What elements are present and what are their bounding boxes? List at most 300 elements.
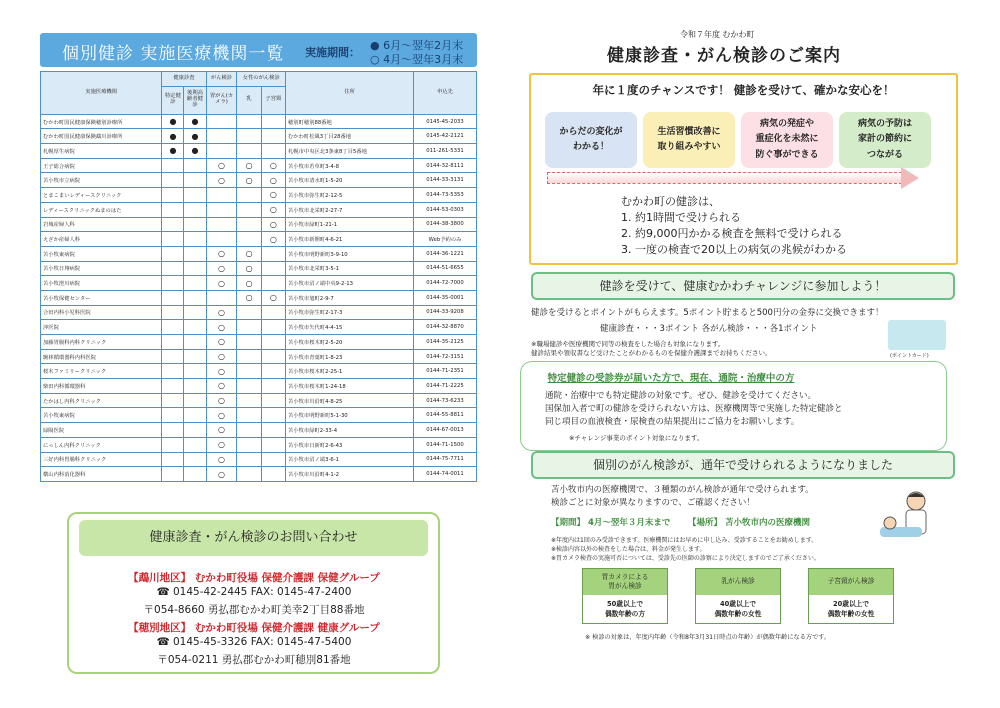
exam-mark: ○ <box>261 188 285 203</box>
exam-mark <box>162 158 184 173</box>
exam-mark <box>206 144 237 159</box>
facility-tel: 0144-74-0011 <box>414 467 477 482</box>
tokutei-note: ※チャレンジ事業のポイント対象になります。 <box>569 434 704 442</box>
exam-mark <box>184 437 206 452</box>
exam-mark <box>184 393 206 408</box>
gan-footnote: ※ 検診の対象は、年度内年齢（令和8年3月31日時点の年齢）が偶数年齢になる方です。 <box>585 634 831 641</box>
facility-address: 苫小牧市沼ノ端中央9-2-13 <box>286 276 414 291</box>
facility-address: 苫小牧市桜木町2-5-20 <box>286 335 414 350</box>
exam-mark <box>206 217 237 232</box>
table-row <box>41 158 477 173</box>
facility-name: 緑陽医院 <box>41 423 162 438</box>
exam-mark <box>261 379 285 394</box>
facility-name: むかわ町国民健康保険鵡川診療所 <box>41 129 162 144</box>
main-title: 健康診査・がん検診のご案内 <box>607 46 841 66</box>
exam-mark: ○ <box>206 320 237 335</box>
exam-mark <box>184 349 206 364</box>
table-row <box>41 188 477 203</box>
inquiry-box <box>67 512 440 674</box>
period-1: ● 6月〜翌年2月末 <box>370 39 464 52</box>
facility-address: 苫小牧市清水町1-5-20 <box>286 173 414 188</box>
facility-name: えざか産婦人科 <box>41 232 162 247</box>
gan-note-3: ※胃カメラ検査の実施可否については、受診先の医師の診察により決定しますのでご了承ください。 <box>551 555 820 562</box>
col-josei: 女性のがん検診 <box>237 72 286 87</box>
facility-name: 桜木ファミリークリニック <box>41 364 162 379</box>
exam-mark: ○ <box>261 202 285 217</box>
exam-mark: ○ <box>237 158 261 173</box>
facility-tel: 0144-35-2125 <box>414 335 477 350</box>
facility-tel: 0144-55-8811 <box>414 408 477 423</box>
facility-address: 穂別町穂別88番地 <box>286 114 414 129</box>
exam-mark <box>184 173 206 188</box>
exam-mark <box>184 408 206 423</box>
exam-mark: ● <box>184 114 206 129</box>
exam-mark: ○ <box>206 173 237 188</box>
gan-place: 【場所】 苫小牧市内の医療機関 <box>688 518 810 528</box>
table-row <box>41 320 477 335</box>
facility-address: 苫小牧市弥生町2-17-3 <box>286 305 414 320</box>
chance-heading: 年に１度のチャンスです！ 健診を受けて、確かな安心を！ <box>592 83 895 97</box>
col-nyu: 乳 <box>237 86 261 114</box>
gan-period: 【期間】 4月〜翌年３月末まで <box>551 518 671 528</box>
facility-tel: 0144-51-6655 <box>414 261 477 276</box>
exam-mark: ○ <box>206 467 237 482</box>
exam-mark <box>184 423 206 438</box>
tokutei-title: 特定健診の受診券が届いた方で、現在、通院・治療中の方 <box>547 373 795 384</box>
exam-mark <box>162 423 184 438</box>
facility-address: 苫小牧市桜木町2-25-1 <box>286 364 414 379</box>
facility-name: 合田内科小児科医院 <box>41 305 162 320</box>
exam-mark <box>162 173 184 188</box>
clinic-table <box>40 71 477 482</box>
exam-mark: ○ <box>206 393 237 408</box>
exam-mark <box>162 364 184 379</box>
facility-name: にっしん内科クリニック <box>41 437 162 452</box>
exam-mark: ○ <box>237 276 261 291</box>
facility-name: 苫小牧日翔病院 <box>41 261 162 276</box>
table-row <box>41 217 477 232</box>
exam-mark <box>184 202 206 217</box>
exam-mark <box>237 393 261 408</box>
period-2: ○ 4月〜翌年3月末 <box>370 53 464 66</box>
facility-tel: 0144-71-1500 <box>414 437 477 452</box>
exam-mark <box>162 246 184 261</box>
exam-mark <box>237 364 261 379</box>
col-koki: 後期高齢者健診 <box>184 86 206 114</box>
facility-address: 札幌市中央区北3条東8丁目5番地 <box>286 144 414 159</box>
inquiry-title: 健康診査・がん検診のお問い合わせ <box>79 520 428 556</box>
exam-mark <box>237 320 261 335</box>
gan-col-stomach-target: 50歳以上で 偶数年齢の方 <box>583 595 667 623</box>
exam-mark <box>261 364 285 379</box>
exam-mark: ○ <box>206 423 237 438</box>
facility-address: 苫小牧市桜木町1-24-18 <box>286 379 414 394</box>
exam-mark <box>237 305 261 320</box>
point-1: 1. 約1時間で受けられる <box>621 211 741 224</box>
exam-mark <box>184 364 206 379</box>
exam-mark <box>184 276 206 291</box>
exam-mark: ○ <box>237 290 261 305</box>
table-row <box>41 379 477 394</box>
table-row <box>41 364 477 379</box>
point-card-label: (ポイントカード) <box>890 353 929 359</box>
exam-mark: ○ <box>261 217 285 232</box>
facility-name: 札幌厚生病院 <box>41 144 162 159</box>
exam-mark <box>162 202 184 217</box>
points-intro: むかわ町の健診は、 <box>621 195 720 208</box>
table-row <box>41 467 477 482</box>
exam-mark <box>261 408 285 423</box>
facility-tel: 0144-73-5353 <box>414 188 477 203</box>
exam-mark: ○ <box>237 261 261 276</box>
point-3: 3. 一度の検査で20以上の病気の兆候がわかる <box>621 243 847 256</box>
facility-name: 駒林循環器科内科医院 <box>41 349 162 364</box>
exam-mark <box>162 232 184 247</box>
exam-mark <box>162 320 184 335</box>
gan-col-cervical <box>808 568 894 624</box>
exam-mark: ● <box>162 144 184 159</box>
exam-mark <box>184 290 206 305</box>
gan-note-2: ※検診内容以外の検査をした場合は、料金が発生します。 <box>551 546 706 553</box>
gan-note-1: ※年度内は1回のみ受診できます。医療機関にはお早めに申し込み、受診することをお勧めします。 <box>551 537 818 544</box>
exam-mark <box>184 379 206 394</box>
exam-mark <box>261 349 285 364</box>
exam-mark <box>184 320 206 335</box>
facility-tel: 0144-72-7000 <box>414 276 477 291</box>
facility-address: 苫小牧市川沿町4-8-25 <box>286 393 414 408</box>
exam-mark: ○ <box>206 276 237 291</box>
exam-mark <box>184 232 206 247</box>
table-row <box>41 144 477 159</box>
exam-mark <box>206 129 237 144</box>
benefit-text-4: 病気の予防は 家計の節約に つながる <box>857 119 912 160</box>
exam-mark: ○ <box>206 364 237 379</box>
exam-mark: ○ <box>206 452 237 467</box>
facility-tel: 0144-32-8111 <box>414 158 477 173</box>
facility-tel: 0144-75-7711 <box>414 452 477 467</box>
exam-mark: ○ <box>206 305 237 320</box>
facility-address: 苫小牧市新開町4-6-21 <box>286 232 414 247</box>
exam-mark: ○ <box>206 158 237 173</box>
facility-name: 苫小牧東病院 <box>41 246 162 261</box>
col-tel: 申込先 <box>414 72 477 115</box>
inquiry-tel-1: ☎ 0145-42-2445 FAX: 0145-47-2400 <box>156 586 352 598</box>
benefit-card-2 <box>643 112 735 168</box>
tokutei-line-2: 国保加入者で町の健診を受けられない方は、医療機関等で実施した特定健診と <box>545 404 843 414</box>
table-row <box>41 423 477 438</box>
inquiry-area-1: 【鵡川地区】 むかわ町役場 保健介護課 保健グループ <box>128 572 380 584</box>
facility-address: 苫小牧市北栄町3-5-1 <box>286 261 414 276</box>
facility-address: 苫小牧市沼ノ端3-6-1 <box>286 452 414 467</box>
benefit-text-2: 生活習慣改善に 取り組みやすい <box>657 126 721 152</box>
table-row <box>41 173 477 188</box>
exam-mark: ○ <box>261 232 285 247</box>
facility-address: 苫小牧市日新町2-6-43 <box>286 437 414 452</box>
facility-tel: 0144-72-3151 <box>414 349 477 364</box>
exam-mark <box>237 335 261 350</box>
facility-address: 苫小牧市若草町3-4-8 <box>286 158 414 173</box>
table-row <box>41 261 477 276</box>
facility-tel: 0145-42-2121 <box>414 129 477 144</box>
exam-mark <box>184 217 206 232</box>
exam-mark <box>237 202 261 217</box>
tokutei-box <box>520 361 947 451</box>
exam-mark <box>184 158 206 173</box>
facility-name: 王子総合病院 <box>41 158 162 173</box>
point-card-image <box>888 320 946 350</box>
exam-mark <box>261 246 285 261</box>
benefit-card-3 <box>741 112 833 168</box>
col-facility: 実施医療機関 <box>41 72 162 115</box>
fiscal-year: 令和７年度 むかわ町 <box>680 30 755 39</box>
exam-mark <box>237 144 261 159</box>
exam-mark <box>237 379 261 394</box>
exam-mark <box>162 379 184 394</box>
exam-mark: ○ <box>237 173 261 188</box>
exam-mark <box>162 452 184 467</box>
challenge-desc: 健診を受けるとポイントがもらえます。5ポイント貯まると500円分の金券に交換できます！ <box>531 308 884 318</box>
exam-mark: ● <box>184 129 206 144</box>
exam-mark <box>162 305 184 320</box>
exam-mark: ○ <box>261 173 285 188</box>
challenge-note-2: 健診結果や領収書など受けたことがわかるものを保健介護課までお持ちください。 <box>531 349 772 357</box>
exam-mark <box>206 188 237 203</box>
exam-mark <box>237 408 261 423</box>
exam-mark <box>237 217 261 232</box>
table-row <box>41 232 477 247</box>
benefit-text-1: からだの変化が わかる！ <box>559 126 623 152</box>
facility-tel: 0144-71-2225 <box>414 379 477 394</box>
table-row <box>41 349 477 364</box>
exam-mark <box>162 188 184 203</box>
exam-mark <box>261 144 285 159</box>
exam-mark <box>184 335 206 350</box>
benefit-card-4 <box>839 112 931 168</box>
exam-mark <box>261 467 285 482</box>
exam-mark <box>261 305 285 320</box>
table-row <box>41 335 477 350</box>
exam-mark: ○ <box>206 261 237 276</box>
exam-mark: ○ <box>261 290 285 305</box>
table-row <box>41 290 477 305</box>
exam-mark <box>237 349 261 364</box>
gan-desc-2: 検診ごとに対象が異なりますので、ご確認ください！ <box>551 498 755 508</box>
challenge-note-1: ※職場健診や医療機関で同等の検査をした場合も対象になります。 <box>531 340 725 348</box>
table-row <box>41 276 477 291</box>
facility-address: 苫小牧市青葉町1-8-23 <box>286 349 414 364</box>
exam-mark: ○ <box>206 437 237 452</box>
table-row <box>41 452 477 467</box>
col-kenko: 健康診査 <box>162 72 206 87</box>
exam-mark: ○ <box>206 349 237 364</box>
benefits-box <box>529 73 958 265</box>
exam-mark: ● <box>184 144 206 159</box>
table-row <box>41 202 477 217</box>
exam-mark <box>261 437 285 452</box>
facility-name: 苫小牧東病院 <box>41 408 162 423</box>
facility-address: 苫小牧市旭町2-9-7 <box>286 290 414 305</box>
gan-col-breast <box>695 568 781 624</box>
facility-tel: Web予約のみ <box>414 232 477 247</box>
gan-col-cervical-target: 20歳以上で 偶数年齢の女性 <box>809 595 893 623</box>
challenge-points: 健康診査・・・3ポイント 各がん検診・・・各1ポイント <box>600 324 818 334</box>
arrow-bar <box>547 172 902 184</box>
facility-address: 苫小牧市北栄町2-27-7 <box>286 202 414 217</box>
point-2: 2. 約9,000円かかる検査を無料で受けられる <box>621 227 843 240</box>
exam-mark <box>261 335 285 350</box>
inquiry-area-2: 【穂別地区】 むかわ町役場 保健介護課 健康グループ <box>128 622 380 634</box>
exam-mark <box>261 129 285 144</box>
facility-tel: 0144-73-6233 <box>414 393 477 408</box>
col-toku: 特定健診 <box>162 86 184 114</box>
exam-mark <box>206 202 237 217</box>
facility-address: 苫小牧市明野新町5-1-30 <box>286 408 414 423</box>
exam-mark <box>261 320 285 335</box>
exam-mark: ○ <box>206 379 237 394</box>
exam-mark <box>261 452 285 467</box>
exam-mark <box>261 276 285 291</box>
exam-mark <box>261 393 285 408</box>
exam-mark <box>184 188 206 203</box>
facility-name: 柴田内科循環器科 <box>41 379 162 394</box>
facility-address: 苫小牧市弥生町2-12-5 <box>286 188 414 203</box>
facility-address: 苫小牧市緑町1-21-1 <box>286 217 414 232</box>
exam-mark <box>237 467 261 482</box>
exam-mark: ○ <box>206 408 237 423</box>
facility-tel: 0144-35-0001 <box>414 290 477 305</box>
exam-mark <box>184 452 206 467</box>
facility-name: 苫小牧澄川病院 <box>41 276 162 291</box>
exam-mark <box>162 467 184 482</box>
facility-name: 三好内科胃腸科クリニック <box>41 452 162 467</box>
facility-name: レディースクリニックぬまのはた <box>41 202 162 217</box>
facility-name: 加藤胃腸科内科クリニック <box>41 335 162 350</box>
col-gan: がん検診 <box>206 72 237 87</box>
facility-name: むかわ町国民健康保険穂別診療所 <box>41 114 162 129</box>
gan-col-stomach <box>582 568 668 624</box>
gan-col-stomach-name: 胃カメラによる 胃がん検診 <box>583 569 667 595</box>
exam-mark <box>237 423 261 438</box>
exam-mark <box>206 290 237 305</box>
exam-mark <box>261 261 285 276</box>
inquiry-addr-1: 〒054-8660 勇払郡むかわ町美幸2丁目88番地 <box>143 604 365 616</box>
col-shikyu: 子宮頸 <box>261 86 285 114</box>
table-row <box>41 393 477 408</box>
exam-mark: ○ <box>206 335 237 350</box>
col-igan: 胃がん(カメラ) <box>206 86 237 114</box>
facility-tel: 0144-36-1221 <box>414 246 477 261</box>
doctor-patient-illustration <box>878 487 940 547</box>
exam-mark <box>162 349 184 364</box>
inquiry-tel-2: ☎ 0145-45-3326 FAX: 0145-47-5400 <box>156 636 352 648</box>
facility-tel: 0144-67-0013 <box>414 423 477 438</box>
table-row <box>41 305 477 320</box>
table-row <box>41 408 477 423</box>
table-row <box>41 129 477 144</box>
facility-address: 苫小牧市矢代町4-4-15 <box>286 320 414 335</box>
gan-col-cervical-name: 子宮頸がん検診 <box>809 569 893 595</box>
exam-mark <box>184 305 206 320</box>
facility-name: 岩城産婦人科 <box>41 217 162 232</box>
facility-tel: 011-261-5331 <box>414 144 477 159</box>
exam-mark <box>162 290 184 305</box>
facility-tel: 0144-33-3131 <box>414 173 477 188</box>
exam-mark: ○ <box>206 246 237 261</box>
exam-mark <box>162 393 184 408</box>
facility-tel: 0145-45-2033 <box>414 114 477 129</box>
page-title: 個別健診 実施医療機関一覧 <box>62 44 285 64</box>
exam-mark <box>162 408 184 423</box>
exam-mark <box>162 335 184 350</box>
exam-mark: ● <box>162 129 184 144</box>
table-row <box>41 246 477 261</box>
exam-mark <box>162 276 184 291</box>
exam-mark: ○ <box>261 158 285 173</box>
exam-mark <box>237 188 261 203</box>
exam-mark <box>162 261 184 276</box>
exam-mark <box>184 467 206 482</box>
table-row <box>41 437 477 452</box>
facility-tel: 0144-71-2351 <box>414 364 477 379</box>
schedule-header <box>40 33 477 67</box>
exam-mark <box>237 437 261 452</box>
exam-mark: ○ <box>237 246 261 261</box>
facility-name: 苫小牧市立病院 <box>41 173 162 188</box>
facility-address: 苫小牧市明野新町3-9-10 <box>286 246 414 261</box>
facility-address: 苫小牧市緑町2-33-4 <box>286 423 414 438</box>
exam-mark <box>237 129 261 144</box>
col-address: 住所 <box>286 72 414 115</box>
facility-address: むかわ町松風3丁目28番地 <box>286 129 414 144</box>
gan-banner: 個別のがん検診が、通年で受けられるようになりました <box>531 451 955 479</box>
facility-tel: 0144-32-8870 <box>414 320 477 335</box>
challenge-banner: 健診を受けて、健康むかわチャレンジに参加しよう！ <box>531 272 955 300</box>
exam-mark <box>206 114 237 129</box>
tokutei-line-3: 同じ項目の血液検査・尿検査の結果提出にご協力をお願いします。 <box>545 417 800 427</box>
arrow-head-icon <box>901 167 919 189</box>
benefit-card-1 <box>545 112 637 168</box>
facility-tel: 0144-53-0303 <box>414 202 477 217</box>
period-label: 実施期間： <box>305 46 360 59</box>
gan-col-breast-target: 40歳以上で 偶数年齢の女性 <box>696 595 780 623</box>
gan-desc-1: 苫小牧市内の医療機関で、３種類のがん検診が通年で受けられます。 <box>551 485 814 495</box>
table-row <box>41 114 477 129</box>
facility-name: たかはし内科クリニック <box>41 393 162 408</box>
exam-mark <box>237 452 261 467</box>
facility-name: 苫小牧保健センター <box>41 290 162 305</box>
exam-mark <box>184 261 206 276</box>
exam-mark <box>261 114 285 129</box>
facility-tel: 0144-38-3800 <box>414 217 477 232</box>
tokutei-line-1: 通院・治療中でも特定健診の対象です。ぜひ、健診を受けてください。 <box>545 391 816 401</box>
facility-name: 横山内科消化器科 <box>41 467 162 482</box>
facility-tel: 0144-33-9208 <box>414 305 477 320</box>
exam-mark <box>237 232 261 247</box>
gan-col-breast-name: 乳がん検診 <box>696 569 780 595</box>
exam-mark: ● <box>162 114 184 129</box>
benefit-text-3: 病気の発症や 重症化を未然に 防ぐ事ができる <box>755 119 819 160</box>
exam-mark <box>261 423 285 438</box>
exam-mark <box>237 114 261 129</box>
facility-name: 沖医院 <box>41 320 162 335</box>
inquiry-addr-2: 〒054-0211 勇払郡むかわ町穂別81番地 <box>157 654 351 666</box>
exam-mark <box>206 232 237 247</box>
exam-mark <box>162 217 184 232</box>
facility-address: 苫小牧市川沿町4-1-2 <box>286 467 414 482</box>
facility-name: とまこまいレディースクリニック <box>41 188 162 203</box>
exam-mark <box>162 437 184 452</box>
exam-mark <box>184 246 206 261</box>
